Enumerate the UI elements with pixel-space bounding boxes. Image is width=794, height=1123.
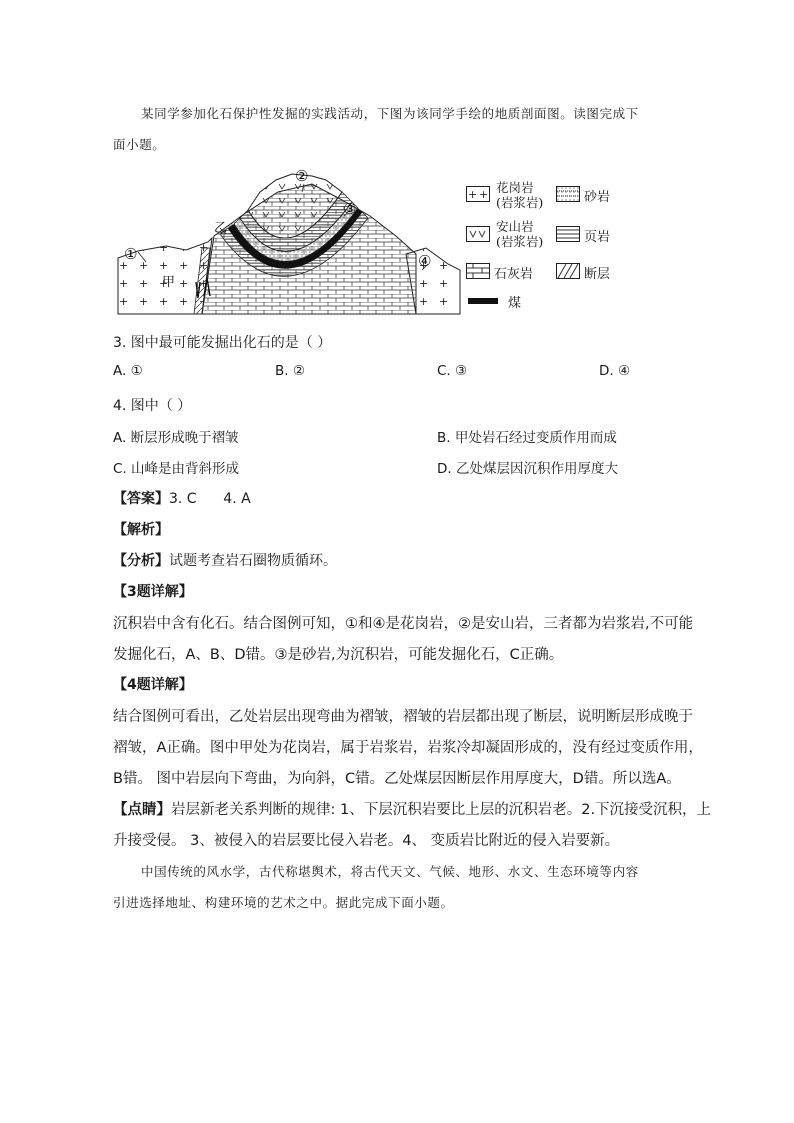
q4-option-c: C. 山峰是由背斜形成 — [113, 461, 240, 477]
legend-granite: 花岗岩 (岩浆岩) — [496, 180, 544, 210]
d3-tag: 【3题详解】 — [113, 584, 193, 600]
q4-option-b: B. 甲处岩石经过变质作用而成 — [437, 430, 617, 446]
legend-swatch-sandstone — [556, 186, 580, 202]
d4-tag: 【4题详解】 — [113, 677, 193, 693]
q3-option-d: D. ④ — [599, 363, 631, 379]
d4-line-1: 结合图例可看出，乙处岩层出现弯曲为褶皱，褶皱的岩层都出现了断层，说明断层形成晚于 — [113, 709, 693, 725]
fenxi-line — [113, 550, 337, 570]
intro-line-2: 面小题。 — [113, 137, 166, 152]
legend-limestone: 石灰岩 — [494, 267, 534, 282]
dianjing-line-2: 升接受侵。 3、被侵入的岩层要比侵入岩老。4、 变质岩比附近的侵入岩要新。 — [113, 833, 620, 849]
marker-3: ③ — [343, 200, 357, 218]
q3-option-a: A. ① — [113, 363, 143, 379]
answer-line — [113, 488, 251, 508]
fenxi-tag: 【分析】 — [113, 553, 169, 569]
dianjing-line-1 — [113, 798, 711, 819]
answer-tag: 【答案】 — [113, 491, 169, 507]
label-yi: 乙 — [214, 221, 228, 236]
svg-text:+: + — [468, 188, 478, 201]
legend-coal: 煤 — [508, 296, 522, 311]
d3-line-1: 沉积岩中含有化石。结合图例可知，①和④是花岗岩，②是安山岩，三者都为岩浆岩,不可能 — [113, 616, 694, 632]
legend-swatch-shale — [556, 226, 580, 242]
legend-swatch-granite — [466, 186, 490, 202]
q3-stem: 3. 图中最可能发掘出化石的是（ ） — [113, 335, 332, 351]
label-jia: 甲 — [162, 275, 176, 290]
legend-andesite: 安山岩 (岩浆岩) — [496, 219, 544, 249]
dianjing-tag: 【点睛】 — [113, 802, 171, 818]
q4-option-d: D. 乙处煤层因沉积作用厚度大 — [437, 461, 618, 477]
legend-swatch-limestone — [466, 263, 490, 279]
intro-line-1: 某同学参加化石保护性发掘的实践活动，下图为该同学手绘的地质剖面图。读图完成下 — [141, 106, 639, 121]
q4-stem: 4. 图中（ ） — [113, 398, 192, 414]
q3-option-c: C. ③ — [437, 363, 468, 379]
legend-shale: 页岩 — [584, 230, 611, 245]
marker-4: ④ — [418, 252, 432, 270]
legend-sandstone: 砂岩 — [584, 190, 611, 205]
marker-1: ① — [124, 245, 138, 263]
fenxi-text: 试题考查岩石圈物质循环。 — [169, 553, 337, 569]
d3-line-2: 发掘化石，A、B、D错。③是砂岩,为沉积岩，可能发掘化石，C正确。 — [113, 647, 564, 663]
dianjing-text-1: 岩层新老关系判断的规律: 1、下层沉积岩要比上层的沉积岩老。2.下沉接受沉积，上 — [171, 802, 712, 818]
d4-line-3: B错。 图中岩层向下弯曲，为向斜，C错。乙处煤层因断层作用厚度大，D错。所以选A。 — [113, 771, 681, 787]
svg-text:+: + — [479, 188, 489, 201]
answer-text: 3. C 4. A — [169, 491, 251, 507]
legend-fault: 断层 — [584, 267, 611, 282]
marker-2: ② — [295, 167, 309, 185]
d4-line-2: 褶皱，A正确。图中甲处为花岗岩，属于岩浆岩，岩浆冷却凝固形成的，没有经过变质作用， — [113, 740, 703, 756]
q3-option-b: B. ② — [275, 363, 305, 379]
intro2-line-1: 中国传统的风水学，古代称堪舆术，将古代天文、气候、地形、水文、生态环境等内容 — [141, 864, 639, 879]
intro2-line-2: 引进选择地址、构建环境的艺术之中。据此完成下面小题。 — [113, 895, 454, 910]
legend-swatch-fault — [556, 263, 580, 279]
legend-swatch-coal — [468, 298, 498, 304]
legend-swatch-andesite — [466, 226, 490, 242]
analysis-tag: 【解析】 — [113, 522, 169, 538]
q4-option-a: A. 断层形成晚于褶皱 — [113, 430, 239, 446]
